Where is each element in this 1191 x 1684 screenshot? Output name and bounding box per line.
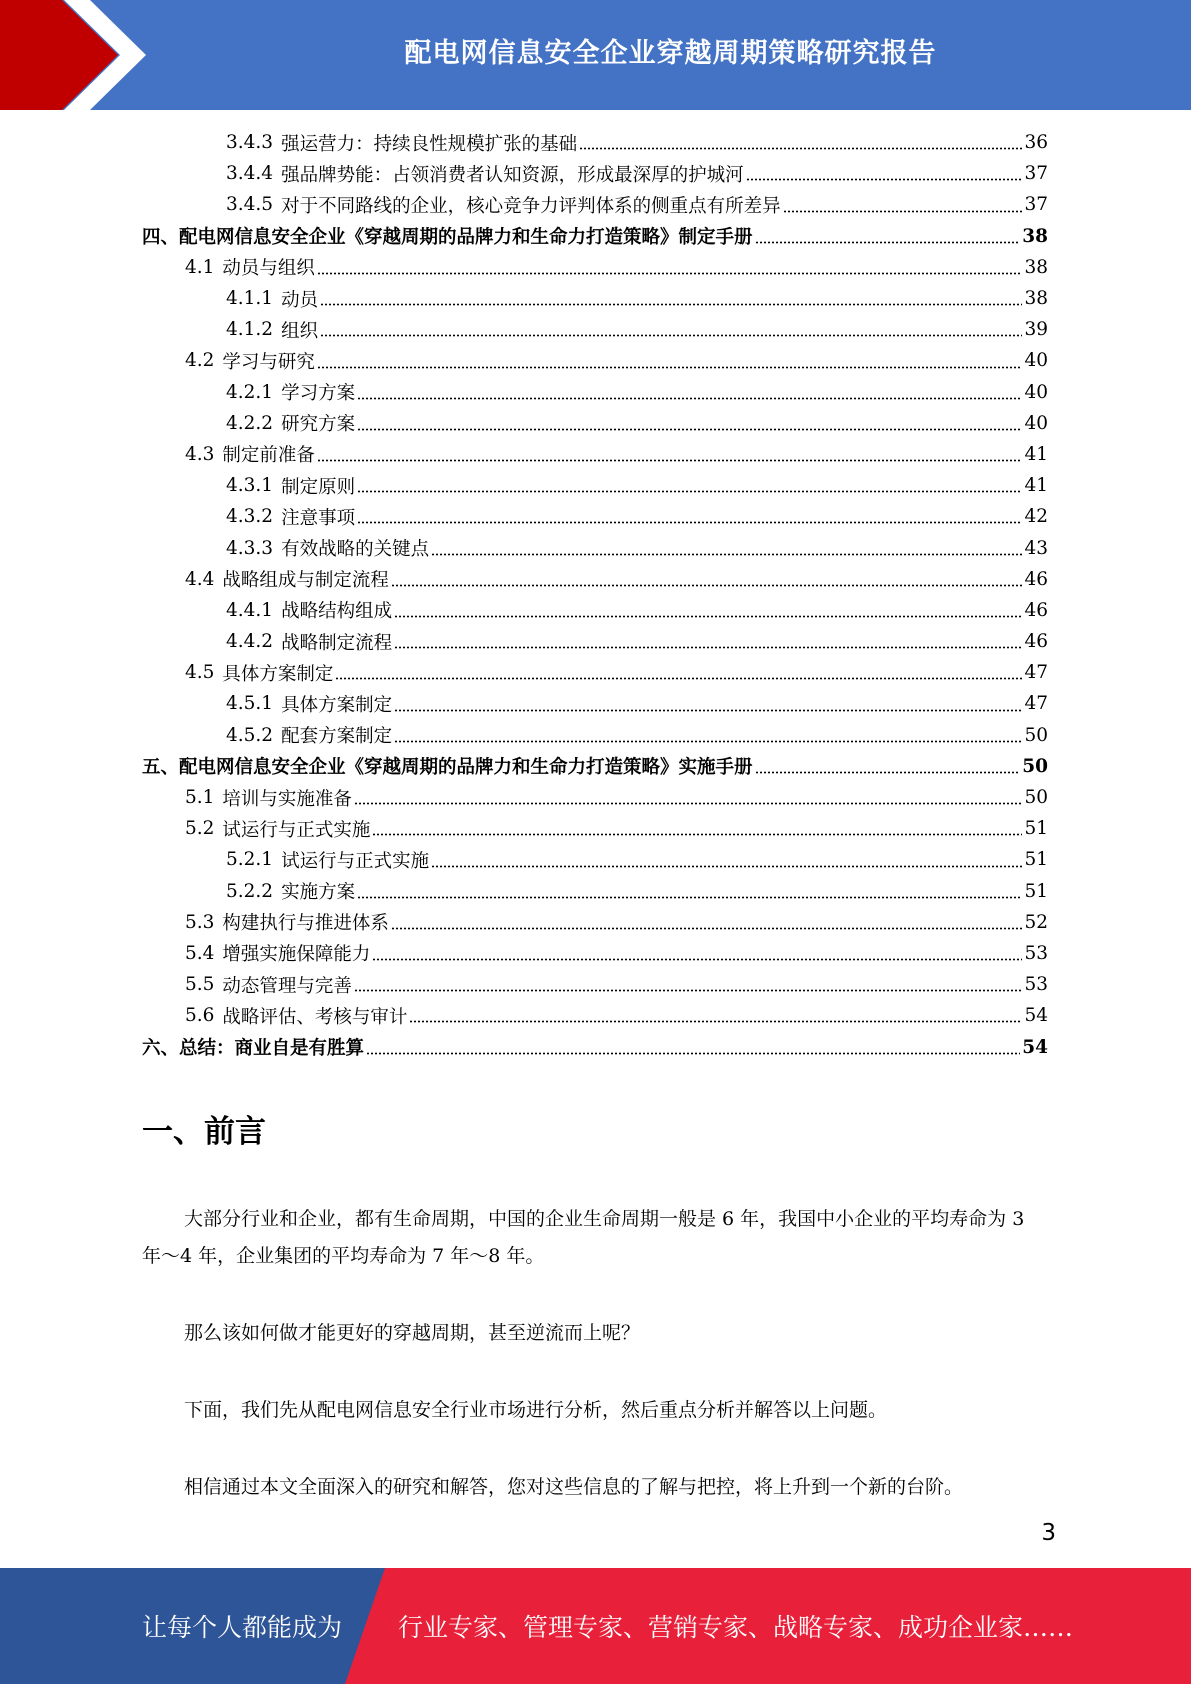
toc-entry[interactable] bbox=[142, 221, 1048, 252]
toc-entry-title: 试运行与正式实施 bbox=[222, 819, 371, 841]
toc-entry-title: 培训与实施准备 bbox=[222, 788, 352, 810]
toc-entry-title: 制定原则 bbox=[281, 476, 356, 498]
toc-entry[interactable] bbox=[142, 626, 1048, 657]
toc-entry-page: 41 bbox=[1024, 475, 1048, 497]
toc-entry-number: 4.2.2 bbox=[226, 412, 274, 434]
toc-entry-page: 50 bbox=[1024, 724, 1048, 746]
toc-entry-page: 50 bbox=[1024, 787, 1048, 809]
toc-dot-leader bbox=[394, 615, 1022, 618]
toc-entry-title: 配套方案制定 bbox=[281, 726, 393, 748]
table-of-contents bbox=[142, 127, 1048, 1063]
toc-entry-title: 战略制定流程 bbox=[281, 632, 393, 654]
toc-entry[interactable] bbox=[142, 408, 1048, 439]
toc-entry-number: 5.6 bbox=[185, 1005, 215, 1027]
toc-dot-leader bbox=[354, 802, 1023, 805]
toc-dot-leader bbox=[579, 147, 1022, 150]
toc-dot-leader bbox=[391, 927, 1023, 930]
toc-entry-number: 4.5 bbox=[185, 662, 215, 684]
toc-entry-title: 六、总结：商业自是有胜算 bbox=[142, 1038, 365, 1060]
toc-dot-leader bbox=[357, 397, 1022, 400]
toc-entry[interactable] bbox=[142, 907, 1048, 938]
toc-entry[interactable] bbox=[142, 657, 1048, 688]
toc-entry-number: 4.1.1 bbox=[226, 288, 274, 310]
toc-entry-title: 动员与组织 bbox=[222, 258, 315, 280]
toc-entry[interactable] bbox=[142, 532, 1048, 563]
toc-entry-number: 5.2 bbox=[185, 818, 215, 840]
toc-entry-title: 学习方案 bbox=[281, 383, 356, 405]
toc-entry-page: 54 bbox=[1022, 1036, 1048, 1058]
page-header bbox=[0, 0, 1191, 110]
toc-dot-leader bbox=[320, 334, 1022, 337]
toc-entry-title: 试运行与正式实施 bbox=[281, 850, 430, 872]
toc-entry-number: 4.2.1 bbox=[226, 381, 274, 403]
toc-entry-page: 50 bbox=[1022, 755, 1048, 777]
toc-entry-number: 4.3.1 bbox=[226, 475, 274, 497]
toc-dot-leader bbox=[746, 178, 1023, 181]
toc-entry-title: 学习与研究 bbox=[222, 351, 315, 373]
toc-entry-number: 5.5 bbox=[185, 974, 215, 996]
toc-entry-title: 组织 bbox=[281, 320, 319, 342]
toc-entry[interactable] bbox=[142, 1000, 1048, 1031]
toc-entry-title: 注意事项 bbox=[281, 507, 356, 529]
toc-entry[interactable] bbox=[142, 439, 1048, 470]
toc-entry[interactable] bbox=[142, 189, 1048, 220]
toc-entry-title: 五、配电网信息安全企业《穿越周期的品牌力和生命力打造策略》实施手册 bbox=[142, 757, 753, 779]
body-paragraph-4 bbox=[142, 1469, 1048, 1506]
toc-entry-title: 战略结构组成 bbox=[281, 601, 393, 623]
toc-dot-leader bbox=[317, 272, 1023, 275]
toc-entry-page: 36 bbox=[1024, 132, 1048, 154]
toc-dot-leader bbox=[317, 459, 1023, 462]
body-paragraph-2 bbox=[142, 1315, 1048, 1352]
toc-entry[interactable] bbox=[142, 345, 1048, 376]
toc-entry[interactable] bbox=[142, 470, 1048, 501]
toc-dot-leader bbox=[431, 865, 1022, 868]
toc-entry-number: 5.4 bbox=[185, 942, 215, 964]
toc-entry-number: 5.3 bbox=[185, 911, 215, 933]
toc-entry-page: 37 bbox=[1024, 194, 1048, 216]
toc-entry-page: 51 bbox=[1024, 818, 1048, 840]
toc-dot-leader bbox=[394, 646, 1022, 649]
toc-entry-title: 四、配电网信息安全企业《穿越周期的品牌力和生命力打造策略》制定手册 bbox=[142, 227, 753, 249]
toc-dot-leader bbox=[357, 428, 1022, 431]
toc-entry-page: 53 bbox=[1024, 974, 1048, 996]
page-number: 3 bbox=[1041, 1520, 1056, 1546]
toc-entry-title: 动态管理与完善 bbox=[222, 975, 352, 997]
toc-entry-page: 51 bbox=[1024, 849, 1048, 871]
toc-entry-page: 52 bbox=[1024, 911, 1048, 933]
toc-entry-title: 战略组成与制定流程 bbox=[222, 570, 389, 592]
toc-entry[interactable] bbox=[142, 688, 1048, 719]
toc-dot-leader bbox=[335, 677, 1022, 680]
toc-dot-leader bbox=[409, 1020, 1022, 1023]
toc-entry[interactable] bbox=[142, 127, 1048, 158]
toc-entry[interactable] bbox=[142, 844, 1048, 875]
toc-dot-leader bbox=[394, 709, 1022, 712]
toc-entry-title: 有效战略的关键点 bbox=[281, 539, 430, 561]
toc-entry-page: 54 bbox=[1024, 1005, 1048, 1027]
toc-entry-title: 强运营力：持续良性规模扩张的基础 bbox=[281, 133, 578, 155]
toc-dot-leader bbox=[366, 1052, 1020, 1055]
toc-dot-leader bbox=[755, 241, 1021, 244]
header-title: 配电网信息安全企业穿越周期策略研究报告 bbox=[404, 37, 937, 69]
toc-entry-number: 4.5.2 bbox=[226, 724, 274, 746]
toc-entry-page: 46 bbox=[1024, 568, 1048, 590]
toc-dot-leader bbox=[394, 740, 1022, 743]
toc-entry-number: 4.4.2 bbox=[226, 631, 274, 653]
toc-entry-number: 4.3.2 bbox=[226, 506, 274, 528]
toc-entry-title: 具体方案制定 bbox=[281, 694, 393, 716]
toc-entry[interactable] bbox=[142, 595, 1048, 626]
toc-entry-number: 4.4 bbox=[185, 568, 215, 590]
toc-entry[interactable] bbox=[142, 377, 1048, 408]
toc-entry-page: 40 bbox=[1024, 381, 1048, 403]
toc-entry-number: 3.4.3 bbox=[226, 132, 274, 154]
footer-slogan-left: 让每个人都能成为 bbox=[142, 1613, 343, 1642]
toc-entry-page: 40 bbox=[1024, 412, 1048, 434]
toc-dot-leader bbox=[320, 303, 1022, 306]
toc-entry-page: 41 bbox=[1024, 443, 1048, 465]
body-paragraph-3 bbox=[142, 1392, 1048, 1429]
toc-entry-page: 39 bbox=[1024, 319, 1048, 341]
toc-entry[interactable] bbox=[142, 751, 1048, 782]
toc-entry[interactable] bbox=[142, 564, 1048, 595]
toc-entry[interactable] bbox=[142, 969, 1048, 1000]
toc-entry-number: 4.1.2 bbox=[226, 319, 274, 341]
toc-entry-title: 战略评估、考核与审计 bbox=[222, 1006, 408, 1028]
toc-entry[interactable] bbox=[142, 252, 1048, 283]
toc-entry-number: 4.3.3 bbox=[226, 537, 274, 559]
toc-dot-leader bbox=[357, 896, 1022, 899]
toc-entry[interactable] bbox=[142, 720, 1048, 751]
toc-entry-number: 5.1 bbox=[185, 787, 215, 809]
toc-entry[interactable] bbox=[142, 283, 1048, 314]
toc-dot-leader bbox=[431, 553, 1022, 556]
toc-entry-number: 3.4.4 bbox=[226, 163, 274, 185]
body-paragraph-1 bbox=[142, 1201, 1048, 1275]
toc-entry[interactable] bbox=[142, 314, 1048, 345]
toc-dot-leader bbox=[372, 958, 1022, 961]
toc-entry-title: 具体方案制定 bbox=[222, 663, 334, 685]
toc-entry[interactable] bbox=[142, 782, 1048, 813]
toc-dot-leader bbox=[354, 989, 1023, 992]
toc-entry-number: 4.1 bbox=[185, 256, 215, 278]
toc-entry-page: 38 bbox=[1024, 288, 1048, 310]
toc-entry-number: 4.4.1 bbox=[226, 599, 274, 621]
section-heading: 一、前言 bbox=[142, 1114, 266, 1150]
toc-entry-page: 38 bbox=[1022, 225, 1048, 247]
toc-entry-page: 42 bbox=[1024, 506, 1048, 528]
toc-dot-leader bbox=[783, 210, 1023, 213]
toc-entry-title: 强品牌势能：占领消费者认知资源，形成最深厚的护城河 bbox=[281, 164, 744, 186]
toc-entry-page: 47 bbox=[1024, 693, 1048, 715]
toc-entry-title: 制定前准备 bbox=[222, 445, 315, 467]
toc-entry-number: 4.5.1 bbox=[226, 693, 274, 715]
toc-entry-page: 51 bbox=[1024, 880, 1048, 902]
paragraph-text: 相信通过本文全面深入的研究和解答，您对这些信息的了解与把控，将上升到一个新的台阶。 bbox=[184, 1476, 964, 1498]
toc-dot-leader bbox=[317, 366, 1023, 369]
toc-dot-leader bbox=[391, 584, 1023, 587]
toc-entry-page: 40 bbox=[1024, 350, 1048, 372]
toc-entry-page: 46 bbox=[1024, 599, 1048, 621]
toc-entry-title: 构建执行与推进体系 bbox=[222, 913, 389, 935]
toc-entry[interactable] bbox=[142, 876, 1048, 907]
toc-entry-title: 增强实施保障能力 bbox=[222, 944, 371, 966]
toc-entry-number: 5.2.1 bbox=[226, 849, 274, 871]
toc-entry[interactable] bbox=[142, 938, 1048, 969]
toc-entry-title: 研究方案 bbox=[281, 414, 356, 436]
toc-dot-leader bbox=[357, 521, 1022, 524]
toc-entry[interactable] bbox=[142, 813, 1048, 844]
toc-entry[interactable] bbox=[142, 158, 1048, 189]
paragraph-text: 大部分行业和企业，都有生命周期，中国的企业生命周期一般是 6 年，我国中小企业的平均寿命为 3 年～4 年，企业集团的平均寿命为 7 年～8 年。 bbox=[142, 1208, 1025, 1267]
toc-entry-page: 53 bbox=[1024, 942, 1048, 964]
toc-entry-page: 43 bbox=[1024, 537, 1048, 559]
toc-entry-page: 46 bbox=[1024, 631, 1048, 653]
toc-entry-page: 37 bbox=[1024, 163, 1048, 185]
toc-entry-number: 4.2 bbox=[185, 350, 215, 372]
toc-entry-number: 5.2.2 bbox=[226, 880, 274, 902]
toc-dot-leader bbox=[372, 833, 1022, 836]
paragraph-text: 下面，我们先从配电网信息安全行业市场进行分析，然后重点分析并解答以上问题。 bbox=[184, 1399, 888, 1421]
toc-entry-number: 3.4.5 bbox=[226, 194, 274, 216]
toc-entry-number: 4.3 bbox=[185, 443, 215, 465]
toc-dot-leader bbox=[755, 771, 1021, 774]
toc-entry-page: 47 bbox=[1024, 662, 1048, 684]
paragraph-text: 那么该如何做才能更好的穿越周期，甚至逆流而上呢？ bbox=[184, 1322, 641, 1344]
toc-entry-title: 对于不同路线的企业，核心竞争力评判体系的侧重点有所差异 bbox=[281, 195, 781, 217]
toc-entry[interactable] bbox=[142, 501, 1048, 532]
toc-entry-page: 38 bbox=[1024, 256, 1048, 278]
footer-slogan-right: 行业专家、管理专家、营销专家、战略专家、成功企业家…… bbox=[398, 1613, 1074, 1642]
toc-dot-leader bbox=[357, 490, 1022, 493]
toc-entry-title: 动员 bbox=[281, 289, 319, 311]
page-footer bbox=[0, 1568, 1191, 1684]
toc-entry-title: 实施方案 bbox=[281, 882, 356, 904]
toc-entry[interactable] bbox=[142, 1031, 1048, 1062]
header-arrow-decoration bbox=[0, 0, 160, 110]
